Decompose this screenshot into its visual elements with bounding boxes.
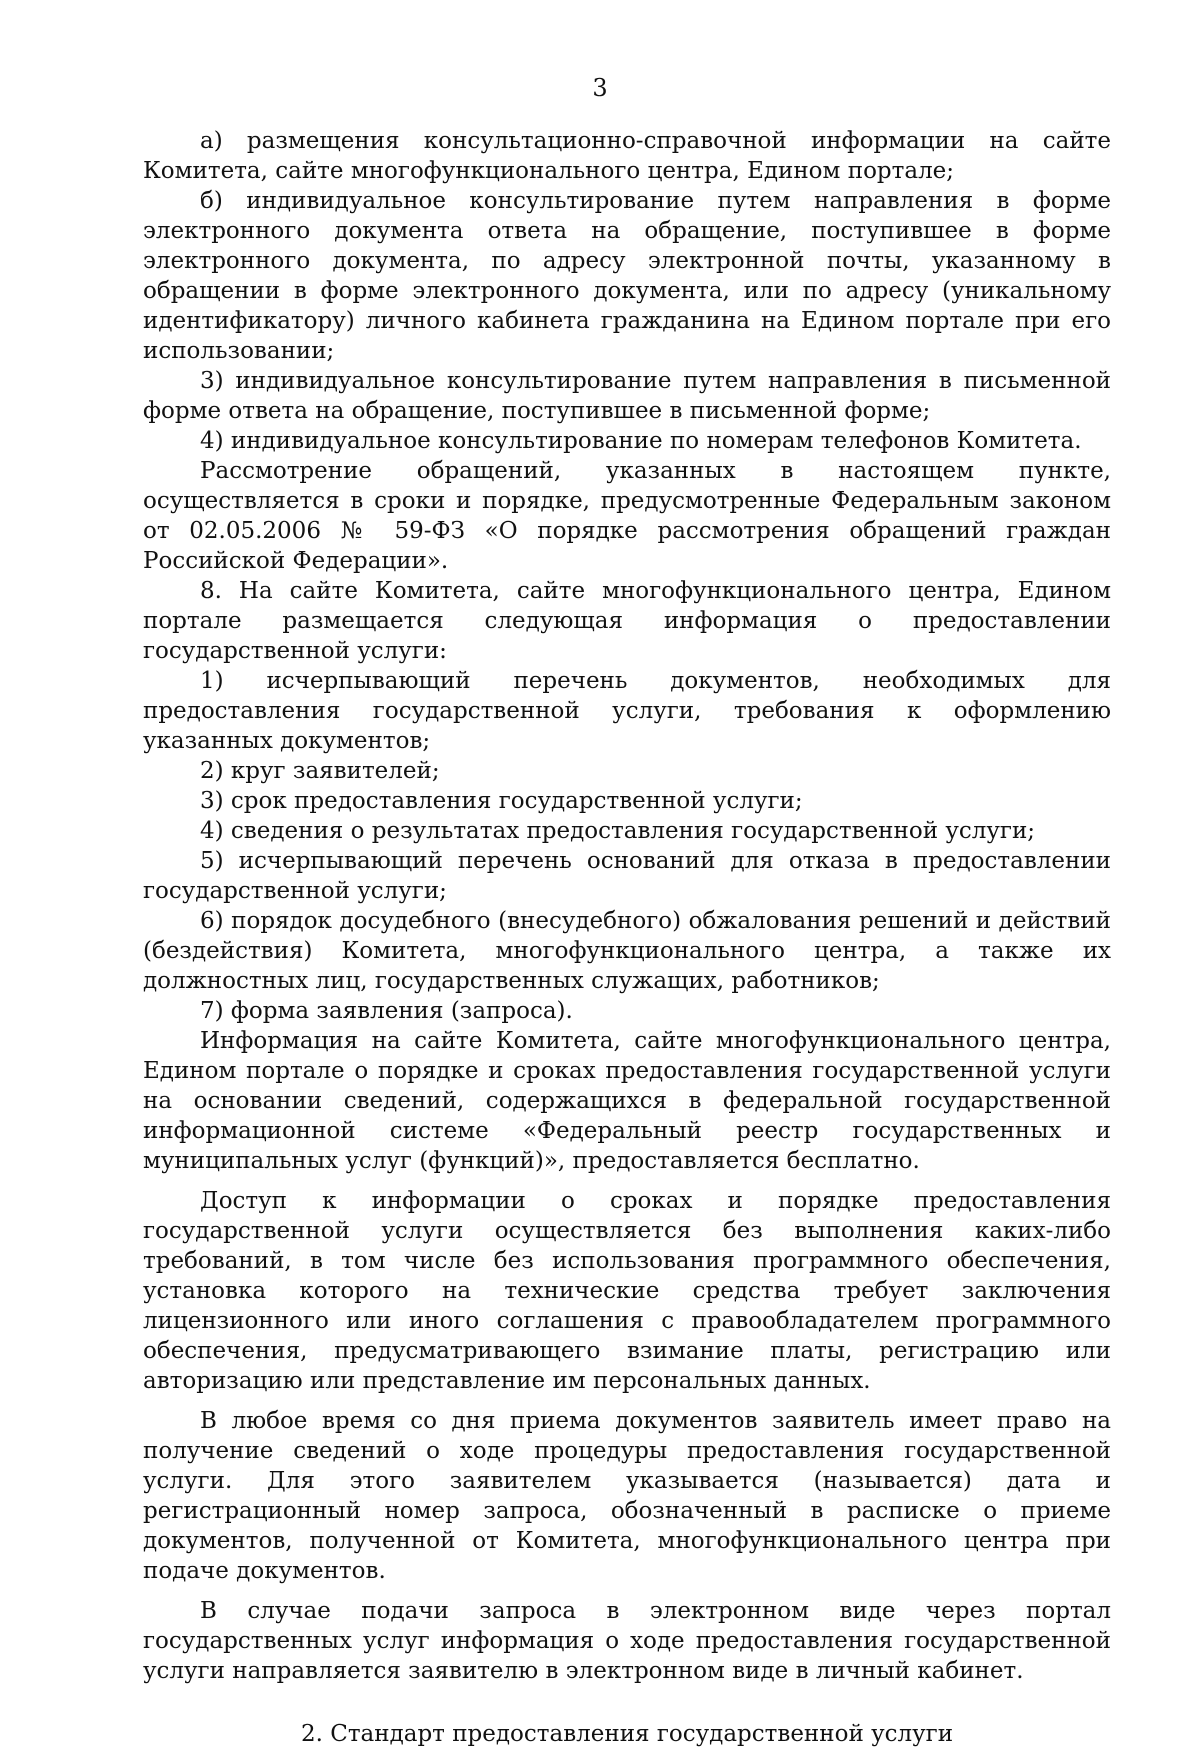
section-heading: 2. Стандарт предоставления государственной услуги: [300, 1721, 954, 1747]
paragraph-item-b: б) индивидуальное консультирование путем направления в форме электронного документа ответа на обращение, поступившее в форме электронного документа, по адресу электронной почты, указанному в обращении в форме электронного документа, или по адресу (уникальному идентификатору) личного кабинета гражданина на Едином портале при его использовании;: [143, 188, 1111, 364]
paragraph-item-a: а) размещения консультационно-справочной информации на сайте Комитета, сайте многофункционального центра, Едином портале;: [143, 128, 1111, 184]
paragraph-item-4: 4) индивидуальное консультирование по номерам телефонов Комитета.: [200, 428, 1082, 454]
paragraph-list-2: 2) круг заявителей;: [200, 758, 440, 784]
paragraph-list-1: 1) исчерпывающий перечень документов, необходимых для предоставления государственной услуги, требования к оформлению указанных документов;: [143, 668, 1111, 754]
document-body: [143, 126, 1111, 1749]
paragraph-review-terms: Рассмотрение обращений, указанных в настоящем пункте, осуществляется в сроки и порядке, предусмотренные Федеральным законом от 02.05.2006 № 59-ФЗ «О порядке рассмотрения обращений граждан Российской Федерации».: [143, 458, 1111, 574]
paragraph-access-information: Доступ к информации о сроках и порядке предоставления государственной услуги осуществляется без выполнения каких-либо требований, в том числе без использования программного обеспечения, установка которого на технические средства требует заключения лицензионного или иного соглашения с правообладателем программного обеспечения, предусматривающего взимание платы, регистрацию или авторизацию или представление им персональных данных.: [143, 1188, 1111, 1394]
paragraph-list-4: 4) сведения о результатах предоставления государственной услуги;: [200, 818, 1036, 844]
paragraph-list-6: 6) порядок досудебного (внесудебного) обжалования решений и действий (бездействия) Комитета, многофункционального центра, а также их должностных лиц, государственных служащих, работников;: [143, 908, 1111, 994]
paragraph-list-3: 3) срок предоставления государственной услуги;: [200, 788, 803, 814]
page-number: 3: [592, 74, 608, 102]
paragraph-point-8: 8. На сайте Комитета, сайте многофункционального центра, Едином портале размещается следующая информация о предоставлении государственной услуги:: [143, 578, 1111, 664]
paragraph-status-information: В любое время со дня приема документов заявитель имеет право на получение сведений о ходе процедуры предоставления государственной услуги. Для этого заявителем указывается (называется) дата и регистрационный номер запроса, обозначенный в расписке о приеме документов, полученной от Комитета, многофункционального центра при подаче документов.: [143, 1408, 1111, 1584]
paragraph-item-3: 3) индивидуальное консультирование путем направления в письменной форме ответа на обращение, поступившее в письменной форме;: [143, 368, 1111, 424]
paragraph-free-information: Информация на сайте Комитета, сайте многофункционального центра, Едином портале о порядке и сроках предоставления государственной услуги на основании сведений, содержащихся в федеральной государственной информационной системе «Федеральный реестр государственных и муниципальных услуг (функций)», предоставляется бесплатно.: [143, 1028, 1111, 1174]
paragraph-list-7: 7) форма заявления (запроса).: [200, 998, 573, 1024]
paragraph-electronic-request: В случае подачи запроса в электронном виде через портал государственных услуг информация о ходе предоставления государственной услуги направляется заявителю в электронном виде в личный кабинет.: [143, 1598, 1111, 1684]
paragraph-list-5: 5) исчерпывающий перечень оснований для отказа в предоставлении государственной услуги;: [143, 848, 1111, 904]
